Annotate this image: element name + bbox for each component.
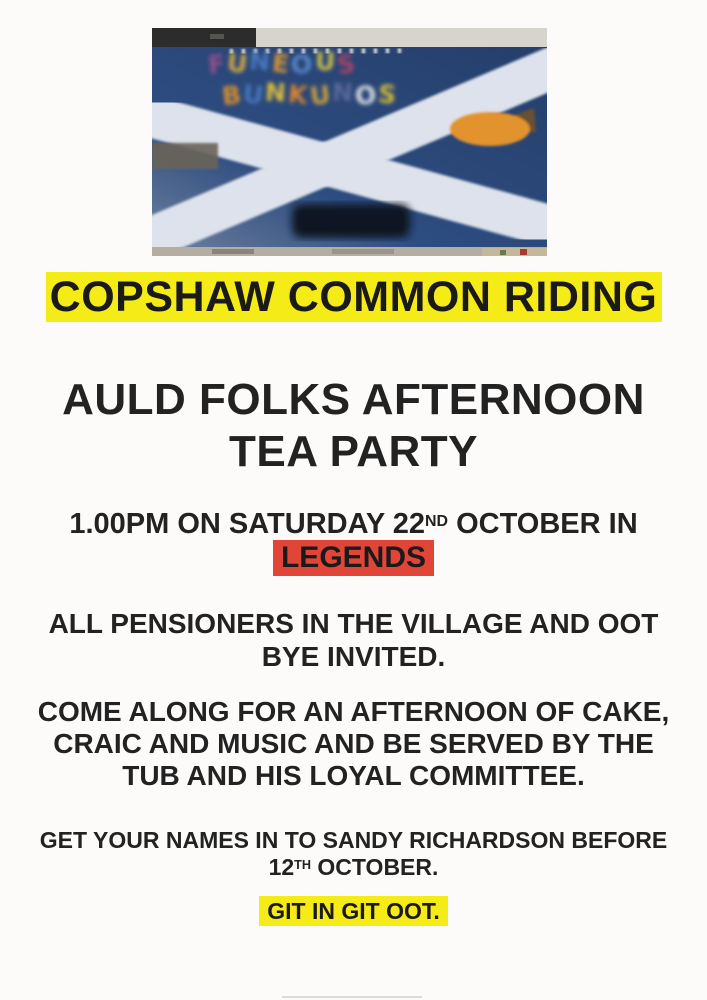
rsvp-line1: GET YOUR NAMES IN TO SANDY RICHARDSON BEFORE (39, 827, 668, 853)
flag-letter: O (353, 79, 378, 112)
bottom-strip-bit (500, 250, 506, 255)
flag-letter: E (270, 48, 291, 79)
bottom-strip-segment (332, 249, 394, 254)
flag-letter: B (220, 79, 243, 112)
event-details-line1: COME ALONG FOR AN AFTERNOON OF CAKE, (37, 696, 670, 727)
invitation-line2: BYE INVITED. (261, 641, 446, 672)
venue-row (0, 540, 707, 576)
gray-patch (152, 143, 218, 169)
flag-letter: N (331, 77, 354, 108)
scan-artifact-line (282, 996, 422, 998)
flag-letter: S (376, 79, 398, 110)
flag-letters-row2 (220, 77, 398, 112)
flag-letter: K (286, 79, 310, 110)
invitation (0, 607, 707, 673)
venue-name: LEGENDS (273, 540, 434, 576)
dark-bar-speck (210, 34, 224, 39)
rsvp-line2 (0, 854, 707, 885)
flag-letter: U (308, 79, 332, 112)
bottom-strip-segment (482, 248, 547, 256)
dark-bar (152, 28, 256, 47)
schedule-prefix: 1.00PM ON SATURDAY 22 (69, 508, 426, 540)
flag-letter: U (314, 46, 336, 77)
event-heading (0, 374, 707, 478)
event-details-line3: TUB AND HIS LOYAL COMMITTEE. (122, 760, 585, 791)
footer-slogan: GIT IN GIT OOT. (259, 896, 448, 926)
title-row (0, 272, 707, 322)
flag-letters-row1 (206, 46, 357, 81)
flag-letter: U (241, 79, 265, 110)
schedule-ordinal: ND (425, 512, 449, 530)
flag-letter: F (206, 49, 227, 80)
footer-row (0, 896, 707, 926)
event-details-line2: CRAIC AND MUSIC AND BE SERVED BY THE (53, 728, 654, 759)
bottom-strip-bit (520, 249, 527, 255)
event-heading-line2: TEA PARTY (229, 427, 478, 476)
page-title: COPSHAW COMMON RIDING (46, 272, 662, 322)
bottom-strip-segment (212, 249, 254, 254)
dark-blob (292, 204, 410, 238)
rsvp-ordinal: TH (294, 858, 312, 873)
event-heading-line1: AULD FOLKS AFTERNOON (62, 375, 645, 424)
flag-letter: N (248, 46, 271, 77)
flag-letter: S (335, 49, 357, 80)
event-details (0, 696, 707, 792)
rsvp-suffix: OCTOBER. (311, 854, 439, 880)
schedule-suffix: OCTOBER IN (448, 508, 638, 540)
goldfish-body (450, 112, 530, 146)
invitation-line1: ALL PENSIONERS IN THE VILLAGE AND OOT (48, 608, 659, 639)
flag-letter: O (289, 48, 315, 81)
rsvp-day: 12 (268, 854, 295, 880)
rsvp-note (0, 827, 707, 885)
saltire-flag-photo (152, 28, 547, 256)
flag-letter: U (225, 48, 249, 79)
flag-letter: N (264, 77, 287, 108)
